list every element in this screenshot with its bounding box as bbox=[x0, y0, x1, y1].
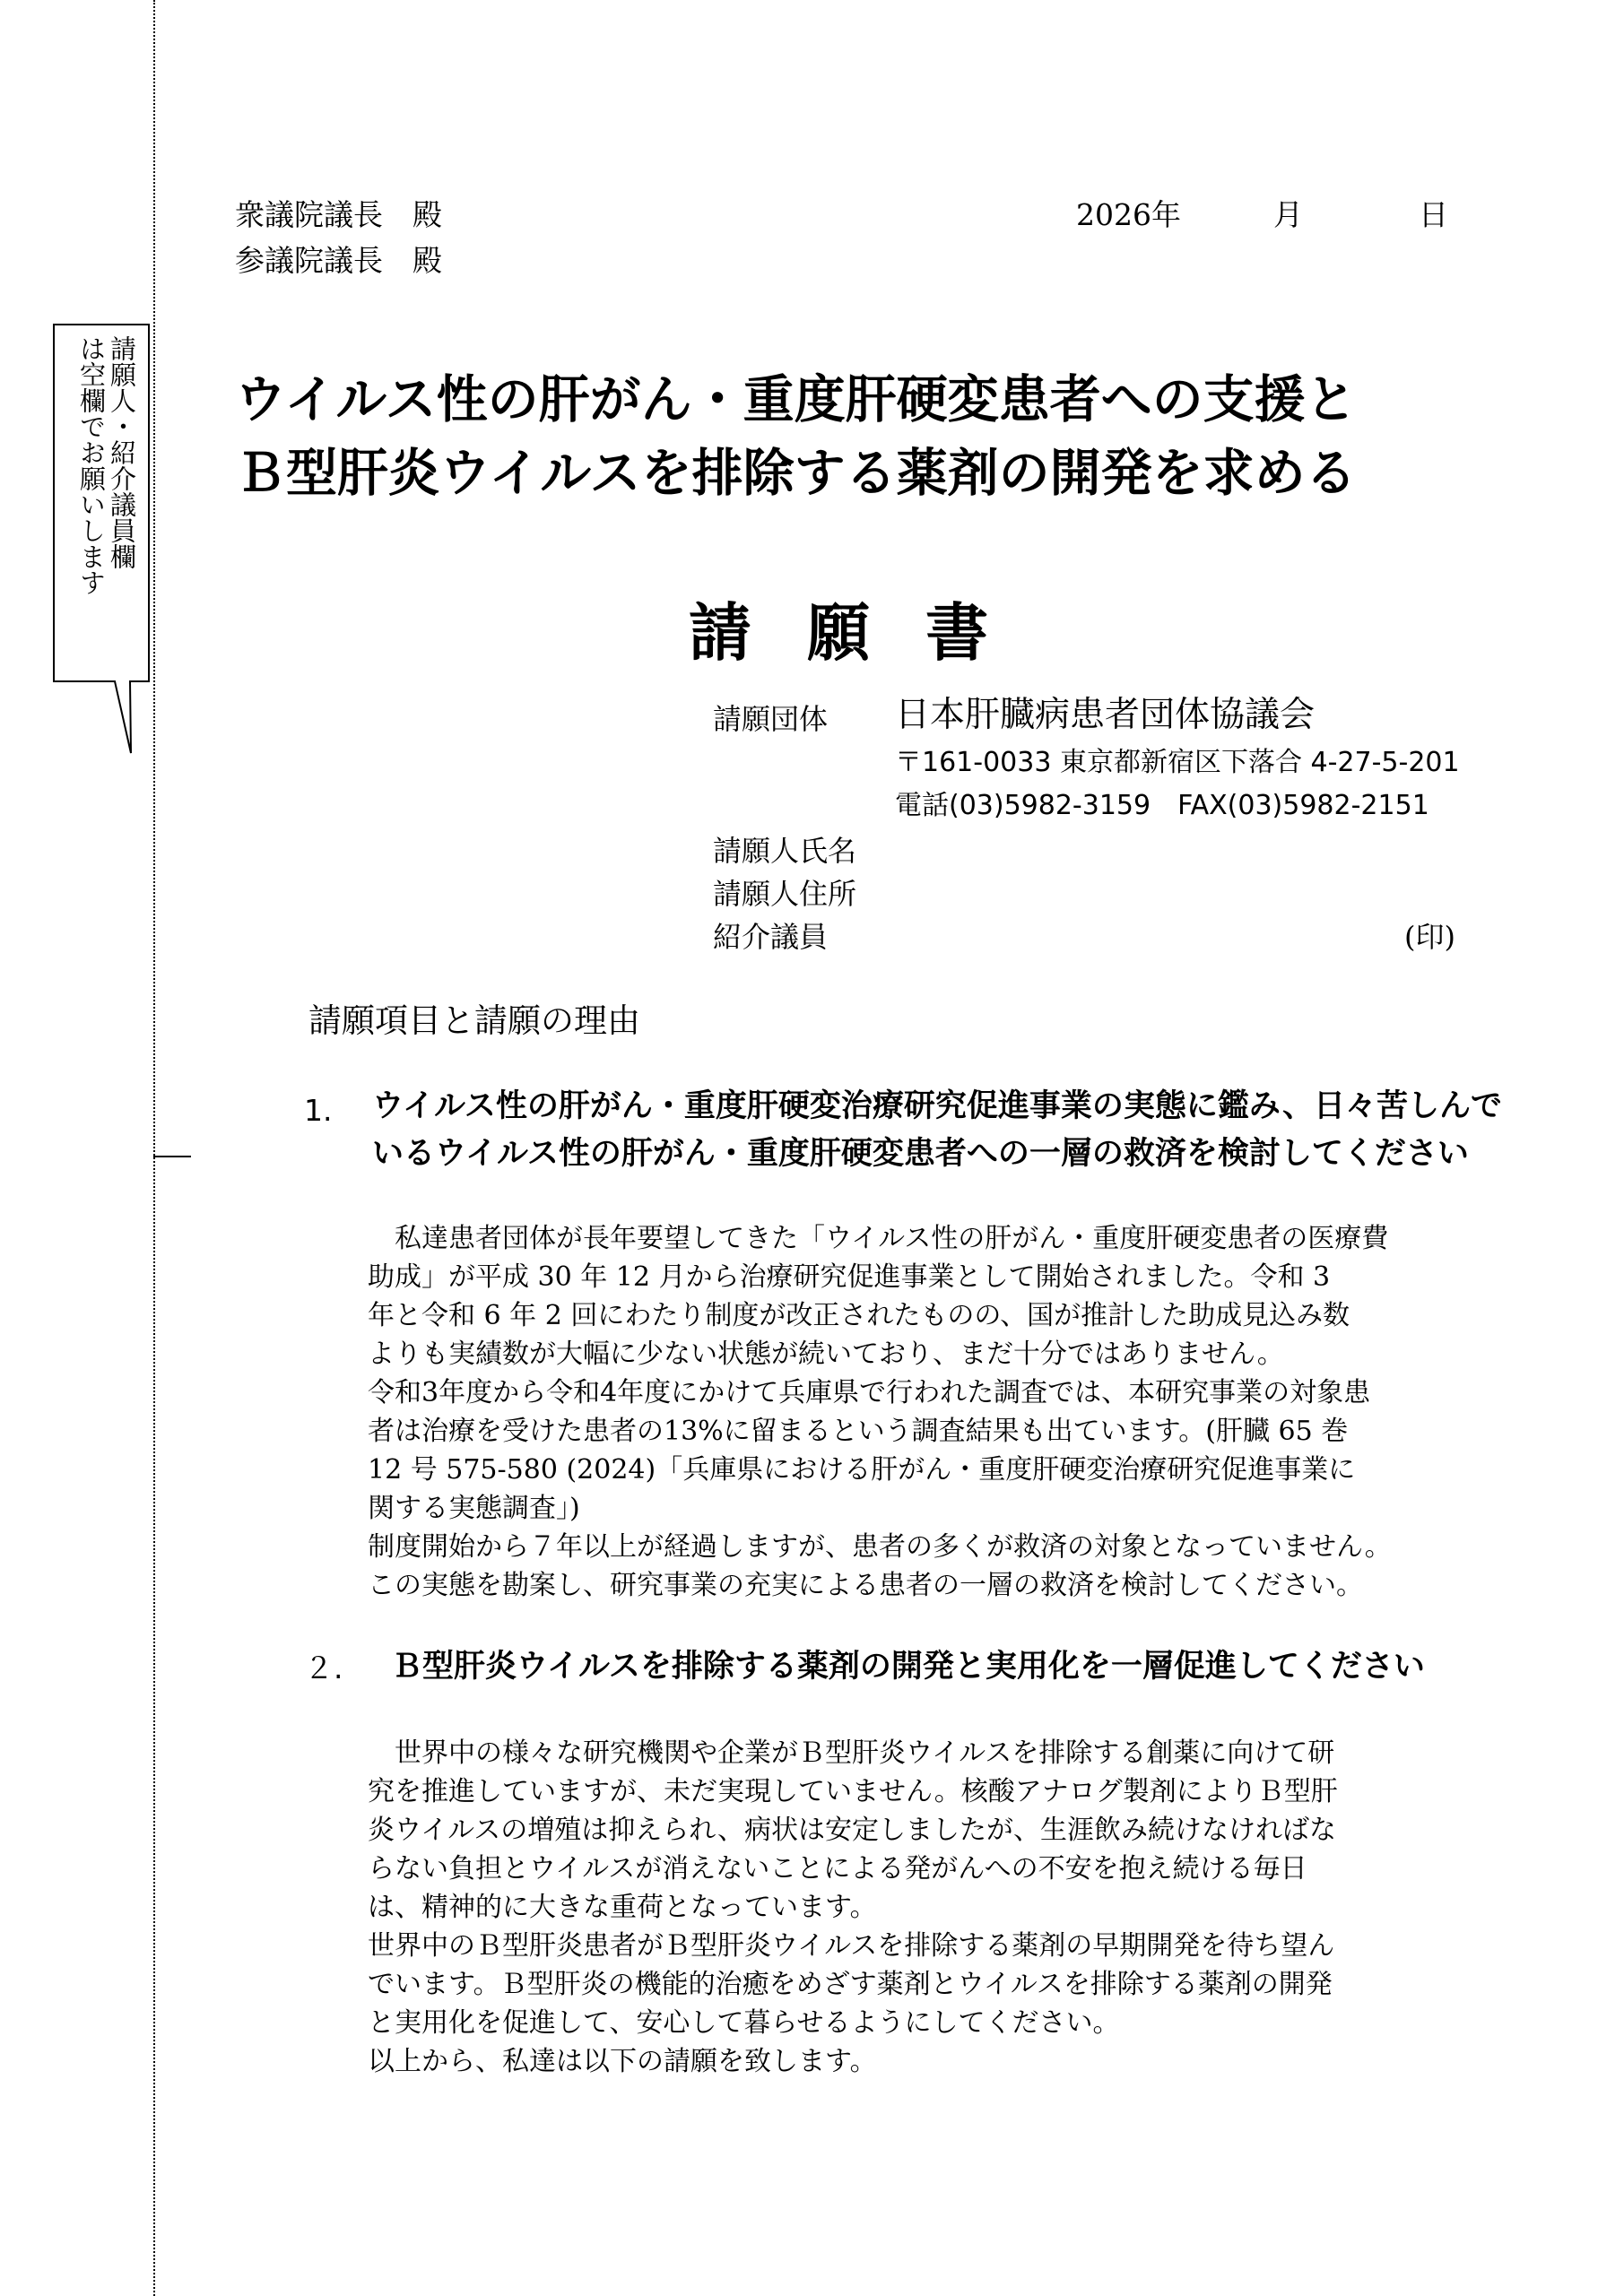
item-title-line: いるウイルス性の肝がん・重度肝硬変患者への一層の救済を検討してください bbox=[372, 1136, 1469, 1172]
body-line: 助成」が平成 30 年 12 月から治療研究促進事業として開始されました。令和 3 bbox=[368, 1261, 1331, 1293]
body-line: 関する実態調査」) bbox=[368, 1493, 580, 1524]
date-day: 日 bbox=[1419, 197, 1448, 232]
date-year: 2026年 bbox=[1076, 197, 1181, 232]
addressee-house-of-councillors: 参議院議長 殿 bbox=[235, 243, 442, 278]
item-body bbox=[368, 1734, 1338, 2081]
body-line: 12 号 575-580 (2024)「兵庫県における肝がん・重度肝硬変治療研究促進事業に bbox=[368, 1454, 1356, 1486]
body-line: 制度開始から７年以上が経過しますが、患者の多くが救済の対象となっていません。 bbox=[368, 1531, 1392, 1563]
petitioner-address-label: 請願人住所 bbox=[713, 877, 857, 911]
introducing-member-label: 紹介議員 bbox=[713, 920, 829, 954]
body-line: でいます。Ｂ型肝炎の機能的治癒をめざす薬剤とウイルスを排除する薬剤の開発 bbox=[368, 1969, 1333, 2000]
body-line: 者は治療を受けた患者の13%に留まるという調査結果も出ています。(肝臓 65 巻 bbox=[368, 1416, 1349, 1447]
petition-org-label: 請願団体 bbox=[713, 702, 829, 736]
body-line: 令和3年度から令和4年度にかけて兵庫県で行われた調査では、本研究事業の対象患 bbox=[368, 1377, 1371, 1408]
item-number: 1. bbox=[304, 1093, 333, 1128]
petition-org-contact: 電話(03)5982-3159 FAX(03)5982-2151 bbox=[895, 790, 1429, 821]
body-line: 世界中の様々な研究機関や企業がＢ型肝炎ウイルスを排除する創薬に向けて研 bbox=[368, 1737, 1335, 1769]
body-line: らない負担とウイルスが消えないことによる発がんへの不安を抱え続ける毎日 bbox=[368, 1853, 1307, 1884]
body-line: と実用化を促進して、安心して暮らせるようにしてください。 bbox=[368, 2007, 1120, 2039]
callout-text-line1: 請願人・紹介議員欄 bbox=[107, 335, 137, 569]
callout-text-line2: は空欄でお願いします bbox=[76, 335, 107, 595]
petition-org-address: 〒161-0033 東京都新宿区下落合 4-27-5-201 bbox=[895, 747, 1460, 778]
body-line: 世界中のＢ型肝炎患者がＢ型肝炎ウイルスを排除する薬剤の早期開発を待ち望ん bbox=[368, 1930, 1335, 1962]
item-title-line: ウイルス性の肝がん・重度肝硬変治療研究促進事業の実態に鑑み、日々苦しんで bbox=[372, 1088, 1503, 1124]
body-line: 年と令和 6 年 2 回にわたり制度が改正されたものの、国が推計した助成見込み数 bbox=[368, 1300, 1350, 1331]
section-heading: 請願項目と請願の理由 bbox=[308, 1001, 640, 1040]
body-line: 私達患者団体が長年要望してきた「ウイルス性の肝がん・重度肝硬変患者の医療費 bbox=[368, 1223, 1389, 1254]
body-line: 炎ウイルスの増殖は抑えられ、病状は安定しましたが、生涯飲み続けなければな bbox=[368, 1815, 1336, 1846]
body-line: 以上から、私達は以下の請願を致します。 bbox=[368, 2046, 877, 2077]
title-line2: Ｂ型肝炎ウイルスを排除する薬剤の開発を求める bbox=[235, 444, 1357, 503]
item-number: ２. bbox=[304, 1651, 343, 1685]
body-line: この実態を勘案し、研究事業の充実による患者の一層の救済を検討してください。 bbox=[368, 1570, 1363, 1601]
item-body bbox=[368, 1219, 1392, 1605]
item-title-line: Ｂ型肝炎ウイルスを排除する薬剤の開発と実用化を一層促進してください bbox=[391, 1649, 1425, 1685]
document-type-heading: 請願書 bbox=[689, 596, 1044, 670]
seal-mark: (印) bbox=[1404, 920, 1455, 954]
body-line: 究を推進していますが、未だ実現していません。核酸アナログ製剤によりＢ型肝 bbox=[368, 1776, 1338, 1807]
petitioner-name-label: 請願人氏名 bbox=[713, 834, 857, 868]
body-line: は、精神的に大きな重荷となっています。 bbox=[368, 1892, 877, 1923]
addressee-house-of-representatives: 衆議院議長 殿 bbox=[235, 197, 442, 232]
petition-org-name: 日本肝臓病患者団体協議会 bbox=[895, 695, 1316, 735]
date-month: 月 bbox=[1273, 197, 1303, 232]
body-line: よりも実績数が大幅に少ない状態が続いており、まだ十分ではありません。 bbox=[368, 1339, 1284, 1370]
title-line1: ウイルス性の肝がん・重度肝硬変患者への支援と bbox=[235, 370, 1357, 429]
binding-margin-tick bbox=[153, 1156, 191, 1157]
